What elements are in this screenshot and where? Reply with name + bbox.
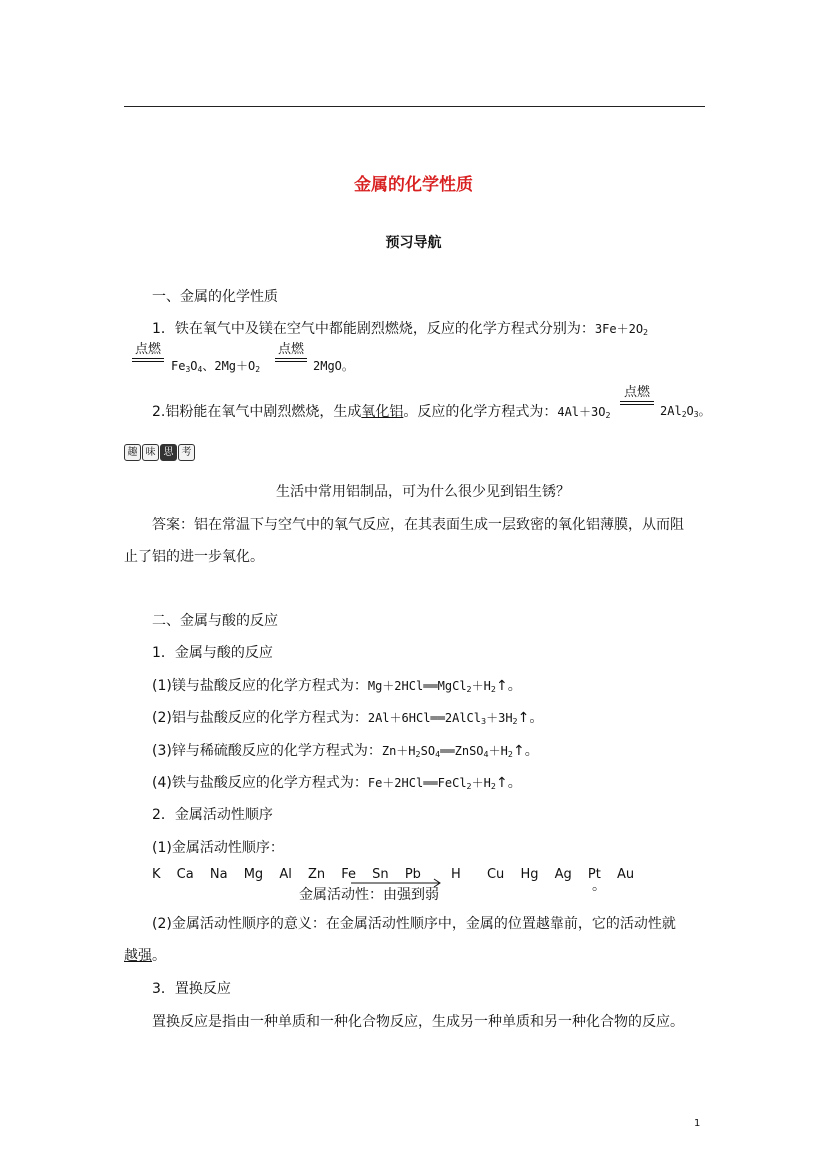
metal-item: Cu: [486, 867, 505, 882]
metal-item: Ca: [176, 867, 194, 882]
section2-sub1: 1．金属与酸的反应: [152, 645, 273, 661]
metal-item: K: [152, 867, 161, 882]
header-rule: [124, 106, 705, 107]
order-caption: 金属活动性：由强到弱: [299, 887, 439, 903]
question-text: 生活中常用铝制品，可为什么很少见到铝生锈？: [276, 484, 570, 500]
reaction-4: (4)铁与盐酸反应的化学方程式为：$Fe+2HCl══FeCl_2+H_2↑$。: [152, 775, 522, 791]
metal-item: Sn: [372, 867, 389, 882]
section2-sub3: 3．置换反应: [152, 981, 231, 997]
meaning-line-1: (2)金属活动性顺序的意义：在金属活动性顺序中，金属的位置越靠前，它的活动性就: [152, 916, 676, 932]
metal-item: Na: [209, 867, 228, 882]
metal-item: Fe: [341, 867, 357, 882]
metal-item: Ag: [554, 867, 572, 882]
reaction-3: (3)锌与稀硫酸反应的化学方程式为：$Zn+H_2SO_4══ZnSO_4+H_2↑$。: [152, 743, 539, 759]
metal-item: Hg: [520, 867, 539, 882]
metal-item: Pb: [404, 867, 421, 882]
metal-item: Zn: [307, 867, 326, 882]
metal-item: Au: [616, 867, 635, 882]
reaction-1: (1)镁与盐酸反应的化学方程式为：$Mg+2HCl══MgCl_2+H_2↑$。: [152, 678, 522, 694]
fun-thinking-badge: 趣 味 思 考: [124, 444, 195, 460]
condition-ignite-3: 点燃: [620, 386, 654, 405]
metal-item: Al: [279, 867, 292, 882]
metal-item: H: [451, 867, 461, 882]
condition-ignite-2: 点燃: [275, 343, 307, 362]
metal-item: Mg: [243, 867, 264, 882]
answer-line-1: 答案：铝在常温下与空气中的氧气反应，在其表面生成一层致密的氧化铝薄膜，从而阻: [152, 517, 684, 533]
order-period: 。: [592, 878, 606, 894]
replacement-definition: 置换反应是指由一种单质和一种化合物反应，生成另一种单质和另一种化合物的反应。: [152, 1014, 684, 1030]
section1-heading: 一、金属的化学性质: [152, 289, 278, 305]
equation-al2o3: $2Al_2O_3$。: [660, 404, 711, 419]
page-subtitle: 预习导航: [385, 235, 442, 251]
page-title: 金属的化学性质: [354, 175, 473, 195]
order-label: (1)金属活动性顺序：: [152, 840, 284, 856]
equation-mgo: 2MgO。: [313, 359, 354, 373]
section2-heading: 二、金属与酸的反应: [152, 613, 278, 629]
section1-item2: 2.铝粉能在氧气中剧烈燃烧，生成氧化铝。反应的化学方程式为：$4Al+3O_2$: [152, 404, 611, 420]
reaction-2: (2)铝与盐酸反应的化学方程式为：$2Al+6HCl══2AlCl_3+3H_2↑$。: [152, 710, 544, 726]
section2-sub2: 2．金属活动性顺序: [152, 807, 273, 823]
metal-item: Pt: [587, 867, 601, 882]
section1-item1: 1．铁在氧气中及镁在空气中都能剧烈燃烧，反应的化学方程式分别为：$3Fe+2O_2$: [152, 321, 649, 337]
answer-line-2: 止了铝的进一步氧化。: [124, 549, 264, 565]
meaning-line-2: 越强。: [124, 948, 166, 964]
equation-fe: $Fe_3O_4$、$2Mg+O_2$: [171, 359, 261, 374]
condition-ignite-1: 点燃: [132, 343, 164, 362]
page-number: 1: [694, 1118, 701, 1129]
